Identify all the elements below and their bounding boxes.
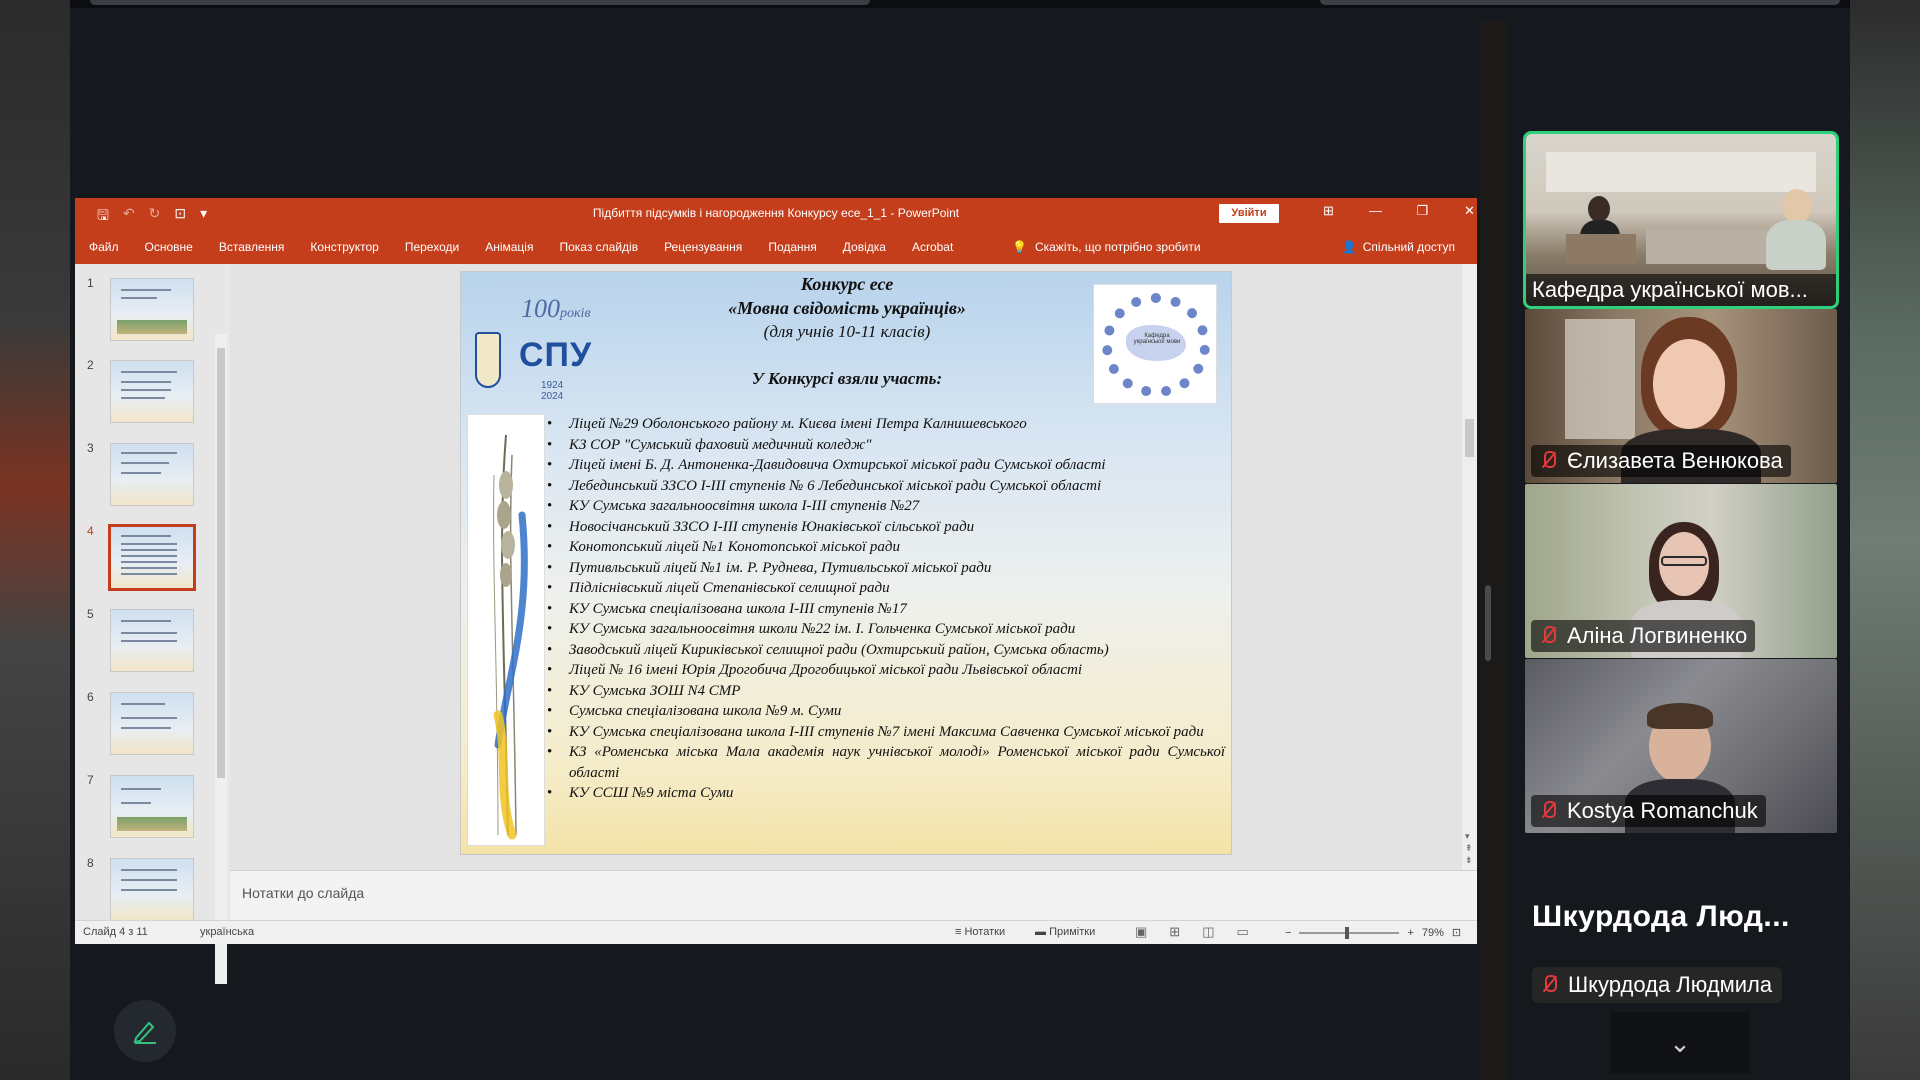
tab-insert[interactable]: Вставлення: [218, 240, 285, 254]
thumbnail-preview: [110, 278, 194, 341]
save-icon[interactable]: 🖫: [97, 207, 109, 223]
status-bar: [75, 920, 1477, 944]
outer-frame-right: [1850, 0, 1920, 1080]
thumbnail-preview: [110, 360, 194, 423]
normal-view-icon[interactable]: ▣: [1135, 924, 1148, 939]
wall-windows: [1546, 152, 1816, 192]
participant-name-label: [1531, 620, 1755, 652]
language-indicator[interactable]: українська: [200, 926, 255, 938]
wheat-illustration: [467, 414, 545, 846]
slide-thumbnail[interactable]: [85, 773, 225, 843]
share-label: Спільний доступ: [1362, 240, 1455, 254]
panel-divider: [1480, 20, 1508, 1080]
participant-name: Кафедра української мов...: [1526, 274, 1836, 306]
notes-pane[interactable]: [230, 870, 1477, 920]
slide-thumbnail[interactable]: [85, 690, 225, 760]
thumbnail-scroll-thumb[interactable]: [217, 348, 225, 778]
thumbnail-preview: [110, 858, 194, 921]
speaker-name-heading: Шкурдода Люд...: [1532, 900, 1790, 933]
reading-view-icon[interactable]: ◫: [1202, 924, 1215, 939]
thumbnail-number: 6: [87, 690, 94, 704]
participant-tile-active[interactable]: [1523, 131, 1839, 309]
present-from-start-icon[interactable]: ⊡: [174, 205, 187, 221]
zoom-control: [1285, 926, 1461, 939]
mic-muted-icon: [1537, 449, 1559, 473]
current-slide[interactable]: [460, 271, 1232, 855]
participant-tile[interactable]: [1525, 659, 1837, 833]
slide-counter: Слайд 4 з 11: [83, 926, 148, 938]
panel-resize-handle[interactable]: [1485, 585, 1491, 661]
person-face: [1653, 339, 1725, 429]
customize-qat-icon[interactable]: ▾: [200, 205, 208, 221]
pen-icon: [132, 1018, 158, 1044]
slideshow-view-icon[interactable]: ▭: [1236, 924, 1249, 939]
top-toolbar-segment-right: [1320, 0, 1840, 5]
slide-audience: (для учнів 10-11 класів): [763, 322, 931, 341]
participants-list: [545, 414, 1225, 804]
thumbnail-number: 8: [87, 856, 94, 870]
outer-frame-left: [0, 0, 70, 1080]
prev-next-slide-icon[interactable]: ▾ ⇞ ⇟: [1465, 831, 1473, 865]
spu-logo: СПУ: [519, 336, 593, 374]
list-item: • Ліцей №29 Оболонського району м. Києва імені Петра Калнишевського: [545, 414, 1225, 435]
comments-button-label: Примітки: [1049, 926, 1096, 938]
thumbnail-preview: [110, 609, 194, 672]
minimize-icon[interactable]: —: [1369, 203, 1382, 218]
slide-thumbnail[interactable]: [85, 276, 225, 346]
logo-100-text: 100: [521, 294, 560, 323]
tab-view[interactable]: Подання: [768, 240, 817, 254]
list-item: • Ліцей № 16 імені Юрія Дрогобича Дрогобицької міської ради Львівської області: [545, 660, 1225, 681]
slide-thumbnail[interactable]: [85, 441, 225, 511]
list-item: • КУ ССШ №9 міста Суми: [545, 783, 1225, 804]
speaker-name: Шкурдода Людмила: [1568, 972, 1773, 997]
thumbnail-number: 7: [87, 773, 94, 787]
slide-thumbnail[interactable]: [85, 358, 225, 428]
wheat-drawing: [468, 415, 545, 846]
participant-tile[interactable]: [1525, 484, 1837, 658]
ppt-titlebar: [75, 198, 1477, 228]
list-item: • Ліцей імені Б. Д. Антоненка-Давидовича Охтирської міської ради Сумської області: [545, 455, 1225, 476]
speaker-name-label[interactable]: [1532, 967, 1782, 1003]
department-wreath-logo: [1093, 284, 1217, 404]
mic-muted-icon: [1538, 973, 1560, 997]
participant-name-label: [1531, 795, 1766, 827]
list-item: • КЗ «Роменська міська Мала академія наук учнівської молоді» Роменської міської ради Сумської області: [545, 742, 1225, 783]
slide-thumbnail[interactable]: [85, 856, 225, 926]
ribbon-tab-list: [89, 240, 979, 254]
list-item: • Путивльський ліцей №1 ім. Р. Руднева, Путивльської міської ради: [545, 558, 1225, 579]
person-hair: [1647, 703, 1713, 729]
fit-to-window-icon[interactable]: ⊡: [1451, 927, 1462, 939]
list-item: • КУ Сумська спеціалізована школа І-ІІІ ступенів №7 імені Максима Савченка Сумської міської ради: [545, 722, 1225, 743]
tab-animations[interactable]: Анімація: [485, 240, 534, 254]
slide-editing-area: [230, 264, 1462, 870]
lightbulb-icon: 💡: [1012, 240, 1027, 254]
zoom-in-icon[interactable]: +: [1407, 926, 1414, 939]
person-figure: [1766, 220, 1826, 270]
thumbnail-preview: [110, 775, 194, 838]
ribbon-tabs: [75, 228, 1477, 264]
thumbnail-number: 3: [87, 441, 94, 455]
background-window: [1565, 319, 1635, 439]
thumbnail-scrollbar[interactable]: [215, 334, 227, 984]
logo-years-word: років: [560, 306, 591, 321]
zoom-level[interactable]: 79%: [1421, 926, 1444, 939]
slide-scrollbar[interactable]: [1462, 264, 1477, 870]
wreath-caption: Кафедра української мови: [1133, 333, 1181, 345]
list-item: • КУ Сумська загальноосвітня школа І-ІІІ ступенів №27: [545, 496, 1225, 517]
thumbnail-number: 1: [87, 276, 94, 290]
participant-name: Єлизавета Венюкова: [1567, 448, 1783, 473]
participant-tile[interactable]: [1525, 309, 1837, 483]
share-button[interactable]: [1342, 240, 1455, 254]
thumbnail-number: 4: [87, 524, 94, 538]
participant-name: Аліна Логвиненко: [1567, 623, 1748, 648]
zoom-out-icon[interactable]: −: [1285, 926, 1292, 939]
tab-review[interactable]: Рецензування: [664, 240, 743, 254]
close-icon[interactable]: ✕: [1464, 203, 1475, 218]
logo-year-start: 1924: [541, 380, 564, 391]
person-icon: 👤: [1341, 240, 1357, 254]
slide-scroll-thumb[interactable]: [1465, 419, 1474, 457]
person-figure: [1588, 196, 1610, 222]
signin-button[interactable]: Увійти: [1219, 204, 1279, 223]
participant-name: Kostya Romanchuk: [1567, 798, 1758, 823]
zoom-slider-thumb[interactable]: [1345, 927, 1349, 939]
list-item: • Лебединський ЗЗСО І-ІІІ ступенів № 6 Лебединської міської ради Сумської області: [545, 476, 1225, 497]
person-figure: [1782, 189, 1812, 223]
thumbnail-preview: [110, 692, 194, 755]
notes-placeholder: Нотатки до слайда: [242, 885, 365, 901]
tab-slideshow[interactable]: Показ слайдів: [559, 240, 639, 254]
list-item: • КУ Сумська ЗОШ N4 СМР: [545, 681, 1225, 702]
tab-file[interactable]: Файл: [89, 240, 119, 254]
list-item: • Підліснівський ліцей Степанівської селищної ради: [545, 578, 1225, 599]
mic-muted-icon: [1537, 799, 1559, 823]
lectern: [1566, 234, 1636, 264]
list-item: • КУ Сумська спеціалізована школа І-ІІІ ступенів №17: [545, 599, 1225, 620]
tab-transitions[interactable]: Переходи: [404, 240, 460, 254]
slide-sorter-icon[interactable]: ⊞: [1169, 924, 1181, 939]
tab-home[interactable]: Основне: [144, 240, 193, 254]
list-item: • Сумська спеціалізована школа №9 м. Суми: [545, 701, 1225, 722]
list-item: • Заводський ліцей Кириківської селищної ради (Охтирський район, Сумська область): [545, 640, 1225, 661]
logo-year-end: 2024: [541, 391, 564, 402]
list-item: • КУ Сумська загальноосвітня школи №22 ім. І. Гольченка Сумської міської ради: [545, 619, 1225, 640]
tell-me-label: Скажіть, що потрібно зробити: [1034, 240, 1201, 254]
undo-icon[interactable]: ↶: [122, 205, 135, 221]
comments-button[interactable]: ▬ Примітки: [1035, 926, 1096, 938]
list-item: • КЗ СОР "Сумський фаховий медичний коледж": [545, 435, 1225, 456]
chevron-down-icon[interactable]: ⌄: [1610, 1012, 1750, 1074]
thumbnail-number: 5: [87, 607, 94, 621]
thumbnail-number: 2: [87, 358, 94, 372]
restore-icon[interactable]: ❐: [1416, 203, 1429, 218]
slide-thumbnail-active[interactable]: [85, 524, 225, 594]
notes-button[interactable]: ≡ Нотатки: [955, 926, 1006, 938]
powerpoint-window: [75, 198, 1477, 944]
mic-muted-icon: [1537, 624, 1559, 648]
top-toolbar-segment-left: [90, 0, 870, 5]
thumbnail-preview: [110, 443, 194, 506]
slide-thumbnail[interactable]: [85, 607, 225, 677]
slide-subtitle: «Мовна свідомість українців»: [728, 298, 966, 318]
glasses: [1661, 556, 1707, 566]
participant-name-label: [1531, 445, 1791, 477]
ribbon-display-icon[interactable]: ⊞: [1323, 203, 1334, 218]
zoom-slider[interactable]: [1299, 932, 1399, 934]
top-toolbar-strip: [70, 0, 1850, 8]
tab-help[interactable]: Довідка: [842, 240, 886, 254]
slide-title: Конкурс есе: [800, 274, 894, 294]
list-item: • Конотопський ліцей №1 Конотопської міської ради: [545, 537, 1225, 558]
document-title: Підбиття підсумків і нагородження Конкурсу есе_1_1 - PowerPoint: [592, 206, 960, 220]
tab-design[interactable]: Конструктор: [310, 240, 379, 254]
slide-thumbnail-pane: [75, 264, 225, 920]
thumbnail-preview: [108, 524, 196, 591]
list-item: • Новосічанський ЗЗСО І-ІІІ ступенів Юнаківської сільської ради: [545, 517, 1225, 538]
view-buttons: [1135, 924, 1249, 940]
tell-me-box[interactable]: [1012, 240, 1201, 254]
window-controls: [1305, 203, 1493, 219]
annotate-button[interactable]: [114, 1000, 176, 1062]
slide-list-heading: У Конкурсі взяли участь:: [751, 369, 943, 388]
notes-button-label: Нотатки: [964, 926, 1006, 938]
tab-acrobat[interactable]: Acrobat: [911, 240, 954, 254]
redo-icon[interactable]: ↻: [148, 205, 161, 221]
